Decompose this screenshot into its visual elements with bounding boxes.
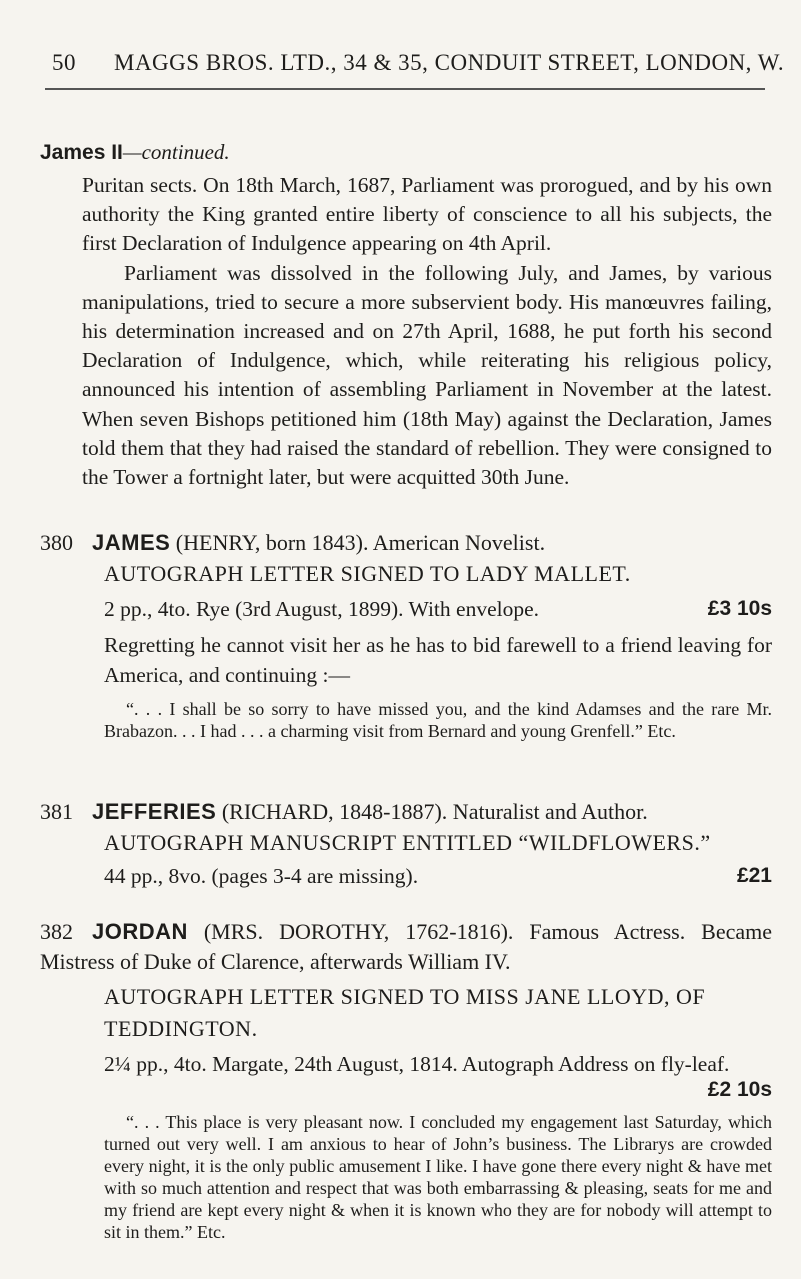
continued-paragraph-2: Parliament was dissolved in the following July, and James, by various manipulations, tried to secure a more subservient body. His manœuvres failing, his determination increased and on 27th April, 1688, he put forth his second Declaration of Indulgence, which, while reiterating his religious policy, announced his intention of assembling Parliament in November at the latest. When seven Bishops petitioned him (18th May) against the Declaration, James told them that they had raised the standard of rebellion. They were consigned to the Tower a fortnight later, but were acquitted 30th June. [82, 260, 772, 490]
lot-detail: 44 pp., 8vo. (pages 3-4 are missing). [104, 864, 419, 888]
lot-detail-row [104, 1049, 772, 1079]
lot-number: 382 [40, 919, 73, 944]
lot-detail: 2 pp., 4to. Rye (3rd August, 1899). With envelope. [104, 597, 539, 621]
lot-detail-row [104, 594, 772, 624]
lot-name: JORDAN [92, 919, 188, 944]
header-rule [45, 88, 765, 90]
lot-price: £21 [736, 864, 772, 887]
running-title: MAGGS BROS. LTD., 34 & 35, CONDUIT STREET, LONDON, W. [114, 50, 785, 75]
lot-heading-rest: (RICHARD, 1848-1887). Naturalist and Author. [221, 799, 648, 824]
lot-title: AUTOGRAPH LETTER SIGNED TO MISS JANE LLOYD, OF TEDDINGTON. [104, 984, 706, 1041]
continued-paragraph-1: Puritan sects. On 18th March, 1687, Parliament was prorogued, and by his own authority the King granted entire liberty of conscience to all his subjects, the first Declaration of Indulgence appearing on 4th April. [82, 173, 772, 256]
lot-detail: 2¼ pp., 4to. Margate, 24th August, 1814. Autograph Address on fly-leaf. [104, 1052, 730, 1076]
lot-quote: “. . . I shall be so sorry to have missed you, and the kind Adamses and the rare Mr. Brabazon. . . I had . . . a charming visit from Bernard and young Grenfell.” Etc. [104, 699, 772, 741]
continued-heading [40, 140, 772, 165]
page-number: 50 [52, 50, 76, 75]
lot-heading [40, 528, 772, 558]
lot-name: JEFFERIES [92, 799, 217, 824]
lot-price: £2 10s [707, 1078, 772, 1101]
lot-name: JAMES [92, 530, 171, 555]
lot-381 [40, 797, 772, 891]
lot-382 [40, 917, 772, 1243]
continued-name: James II [40, 141, 123, 164]
lot-title: AUTOGRAPH LETTER SIGNED TO LADY MALLET. [104, 561, 631, 586]
lot-number: 381 [40, 799, 73, 824]
lot-number: 380 [40, 530, 73, 555]
continued-suffix: —continued. [122, 140, 230, 164]
lot-description: Regretting he cannot visit her as he has to bid farewell to a friend leaving for America, and continuing :— [104, 633, 772, 687]
lot-price: £3 10s [707, 597, 772, 620]
lot-heading [40, 797, 772, 827]
lot-quote: “. . . This place is very pleasant now. I concluded my engagement last Saturday, which turned out very well. I am anxious to hear of John’s business. The Librarys are crowded every night, it is the only public amusement I like. I have gone there every night & have met with so much attention and respect that was both embarrassing & pleasing, seats for me and my friend are kept every night & when it is known who they are for nobody will attempt to sit in them.” Etc. [104, 1112, 772, 1242]
lot-heading-rest: (MRS. DOROTHY, 1762-1816). Famous Actress. Became Mistress of Duke of Clarence, afterwards William IV. [40, 919, 773, 974]
lot-title: AUTOGRAPH MANUSCRIPT ENTITLED “WILDFLOWERS.” [104, 830, 711, 855]
lot-price-row [104, 1075, 772, 1105]
continued-text [40, 171, 772, 492]
lot-heading [40, 917, 772, 977]
lot-380 [40, 528, 772, 742]
lot-detail-row [104, 861, 772, 891]
running-header [52, 50, 785, 76]
lot-heading-rest: (HENRY, born 1843). American Novelist. [175, 530, 546, 555]
